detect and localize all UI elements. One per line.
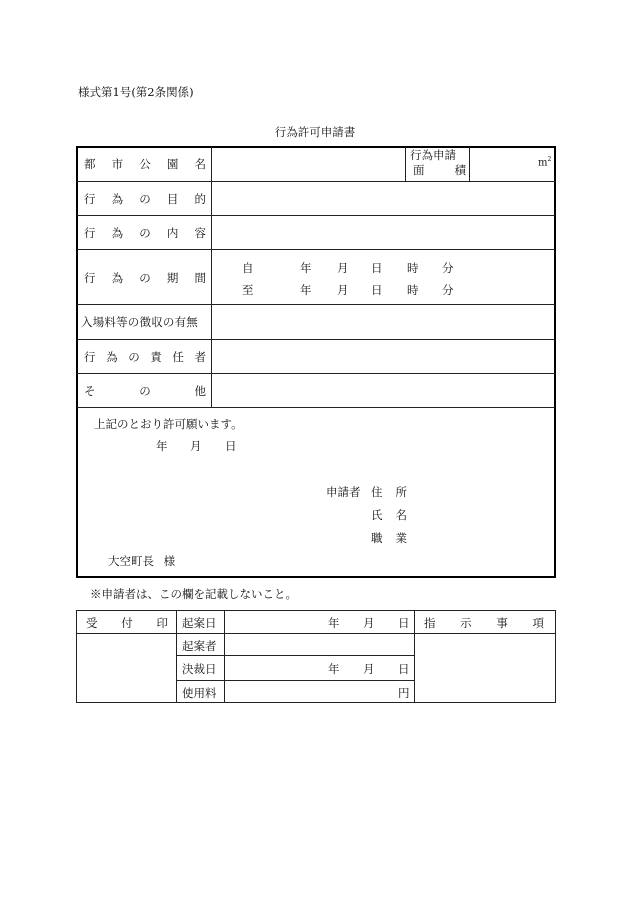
period-to-month: 月	[337, 283, 349, 297]
period-from-month: 月	[337, 261, 349, 275]
period-to-hour: 時	[407, 283, 419, 297]
office-note: ※申請者は、この欄を記載しないこと。	[90, 587, 297, 601]
label-responsible: 行 為 の 責 任 者	[84, 350, 206, 364]
request-year: 年	[156, 439, 168, 453]
period-from-year: 年	[300, 261, 312, 275]
decision-date-month: 月	[363, 662, 375, 676]
purpose-field[interactable]	[212, 182, 554, 215]
period-to-minute: 分	[442, 283, 454, 297]
drafter-field[interactable]	[225, 634, 414, 655]
applicant-occupation-label: 職 業	[371, 531, 407, 545]
draft-date-month: 月	[363, 616, 375, 630]
decision-date-label: 決裁日	[182, 662, 217, 676]
park-name-field[interactable]	[212, 148, 405, 181]
label-period: 行 為 の 期 間	[84, 271, 206, 285]
usage-fee-label: 使用料	[182, 686, 217, 700]
period-from-hour: 時	[407, 261, 419, 275]
other-field[interactable]	[212, 374, 554, 407]
period-to-year: 年	[300, 283, 312, 297]
period-from-day: 日	[371, 261, 383, 275]
draft-date-label: 起案日	[182, 616, 217, 630]
form-title: 行為許可申請書	[274, 125, 356, 139]
area-label-line1: 行為申請	[410, 148, 456, 162]
area-label-line2: 面 積	[413, 163, 466, 177]
area-label	[410, 148, 466, 178]
label-purpose: 行 為 の 目 的	[84, 192, 206, 206]
admission-fee-field[interactable]	[212, 305, 554, 339]
decision-date-day: 日	[398, 662, 410, 676]
reception-stamp-label: 受 付 印	[86, 616, 168, 630]
period-from-minute: 分	[442, 261, 454, 275]
reception-stamp-area[interactable]	[77, 634, 176, 702]
applicant-label: 申請者	[326, 485, 361, 499]
area-unit: $m^2$	[538, 156, 552, 169]
draft-date-year: 年	[328, 616, 340, 630]
period-to-label: 至	[242, 283, 254, 297]
applicant-address-label: 住 所	[371, 485, 407, 499]
drafter-label: 起案者	[182, 639, 217, 653]
label-admission-fee: 入場料等の徴収の有無	[81, 315, 198, 329]
applicant-name-label: 氏 名	[371, 508, 407, 522]
instructions-label: 指 示 事 項	[424, 616, 544, 630]
request-month: 月	[190, 439, 202, 453]
addressee: 大空町長 様	[108, 554, 176, 568]
decision-date-year: 年	[328, 662, 340, 676]
request-text: 上記のとおり許可願います。	[94, 417, 243, 431]
label-other: そ の 他	[84, 384, 206, 398]
request-day: 日	[225, 439, 237, 453]
usage-fee-yen: 円	[398, 686, 410, 700]
content-field[interactable]	[212, 216, 554, 249]
responsible-field[interactable]	[212, 340, 554, 373]
period-from-label: 自	[242, 261, 254, 275]
instructions-area[interactable]	[415, 634, 555, 702]
label-content: 行 為 の 内 容	[84, 226, 206, 240]
form-number: 様式第1号(第2条関係)	[78, 85, 194, 99]
period-to-day: 日	[371, 283, 383, 297]
label-park-name: 都 市 公 園 名	[84, 157, 206, 171]
draft-date-day: 日	[398, 616, 410, 630]
